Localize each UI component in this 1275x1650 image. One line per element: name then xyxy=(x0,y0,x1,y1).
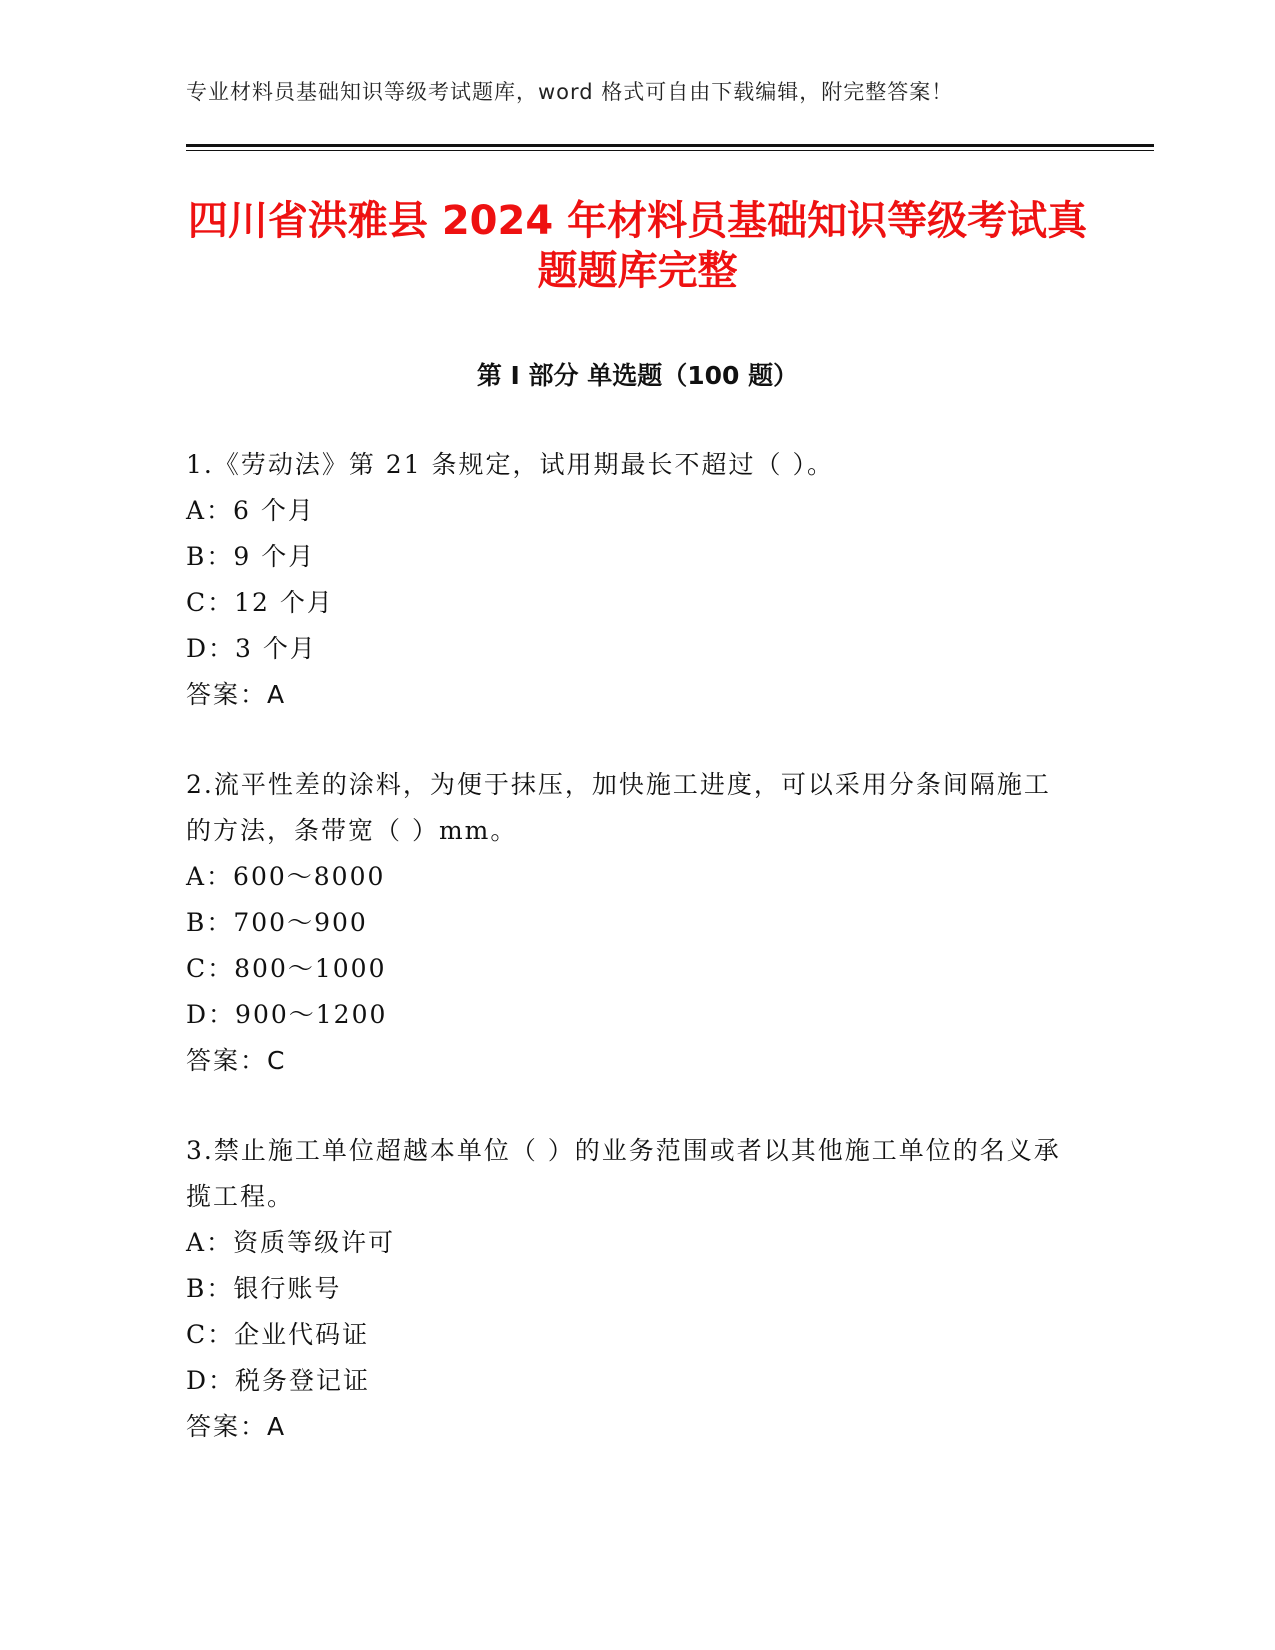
answer: 答案：C xyxy=(186,1046,287,1075)
section-heading: 第 I 部分 单选题（100 题） xyxy=(476,361,799,390)
option-c: C：800～1000 xyxy=(186,954,387,983)
question-list xyxy=(186,442,1066,1494)
option-d: D：税务登记证 xyxy=(186,1366,371,1395)
option-a: A：600～8000 xyxy=(186,862,386,891)
document-title: 四川省洪雅县 2024 年材料员基础知识等级考试真题题库完整 xyxy=(187,198,1088,294)
option-d: D：900～1200 xyxy=(186,1000,388,1029)
question-2 xyxy=(186,762,1066,1084)
header-note: 专业材料员基础知识等级考试题库，word 格式可自由下载编辑，附完整答案！ xyxy=(186,80,954,104)
header-rule-thin xyxy=(186,150,1154,151)
option-b: B：9 个月 xyxy=(186,542,316,571)
header-rule-thick xyxy=(186,144,1154,147)
option-a: A：资质等级许可 xyxy=(186,1228,396,1257)
question-stem: 1.《劳动法》第 21 条规定，试用期最长不超过（ ）。 xyxy=(186,450,835,479)
option-d: D：3 个月 xyxy=(186,634,317,663)
option-b: B：银行账号 xyxy=(186,1274,342,1303)
answer: 答案：A xyxy=(186,1412,287,1441)
option-c: C：12 个月 xyxy=(186,588,334,617)
answer: 答案：A xyxy=(186,680,287,709)
option-a: A：6 个月 xyxy=(186,496,315,525)
option-c: C：企业代码证 xyxy=(186,1320,370,1349)
question-stem: 3.禁止施工单位超越本单位（ ）的业务范围或者以其他施工单位的名义承揽工程。 xyxy=(186,1136,1061,1211)
question-stem: 2.流平性差的涂料，为便于抹压，加快施工进度，可以采用分条间隔施工的方法，条带宽（ ）mm。 xyxy=(186,770,1051,845)
option-b: B：700～900 xyxy=(186,908,368,937)
question-1 xyxy=(186,442,1066,718)
question-3 xyxy=(186,1128,1066,1450)
